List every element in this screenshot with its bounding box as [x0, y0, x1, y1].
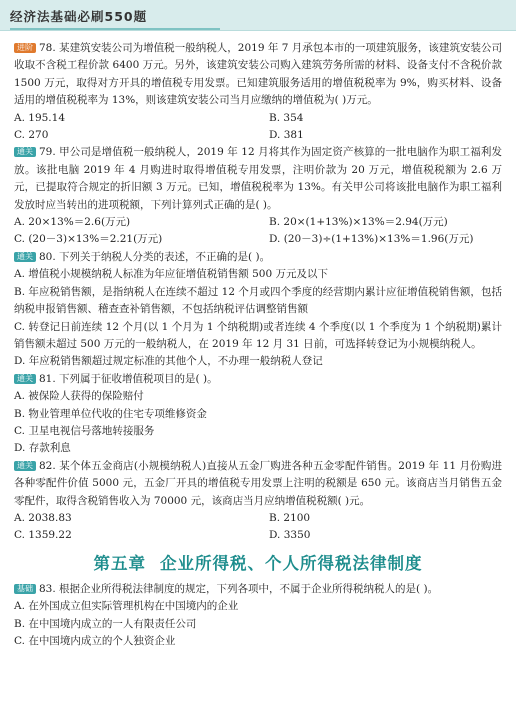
book-title: 经济法基础必刷550题 [10, 9, 148, 24]
options-grid [14, 110, 502, 145]
header-divider [0, 30, 516, 31]
option-c[interactable]: C. 1359.22 [14, 529, 72, 542]
option-a[interactable]: A. 20×13%＝2.6(万元) [14, 216, 131, 229]
option-c[interactable]: C. 卫星电视信号落地转接服务 [14, 424, 155, 437]
question-stem [14, 40, 502, 110]
option-a[interactable]: A. 增值税小规模纳税人标准为年应征增值税销售额 500 万元及以下 [14, 268, 328, 281]
difficulty-tag: 进阶 [14, 43, 36, 53]
option-a[interactable]: A. 195.14 [14, 111, 65, 124]
option-a[interactable]: A. 2038.83 [14, 511, 72, 524]
question-82 [14, 458, 502, 545]
option-b[interactable]: B. 年应税销售额，是指纳税人在连续不超过 12 个月或四个季度的经营期内累计应征增值税销售额，包括纳税申报销售额、稽查查补销售额，不包括纳税评估调整销售额 [14, 285, 502, 316]
question-stem [14, 371, 502, 388]
options-grid [14, 214, 502, 249]
option-a[interactable]: A. 在外国成立但实际管理机构在中国境内的企业 [14, 600, 239, 613]
difficulty-tag: 通关 [14, 461, 36, 471]
option-d[interactable]: D. 3350 [269, 529, 311, 542]
option-c[interactable]: C. 在中国境内成立的个人独资企业 [14, 635, 176, 647]
question-81 [14, 371, 502, 458]
question-80 [14, 249, 502, 371]
page-content [14, 40, 502, 650]
option-b[interactable]: B. 354 [269, 111, 304, 124]
question-text: 82. 某个体五金商店(小规模纳税人)直接从五金厂购进各种五金零配件销售。2019 年 11 月份购进各种零配件价值 5000 元，五金厂开具的增值税专用发票上注明的税额是 650 元。该商店当月销售五金零配件，取得含税销售收入为 70000 元，该商店当月应纳增值税税额( )元。 [14, 459, 502, 507]
difficulty-tag: 通关 [14, 252, 36, 262]
chapter-number: 第五章 [93, 553, 146, 573]
question-text: 79. 甲公司是增值税一般纳税人，2019 年 12 月将其作为固定资产核算的一批电脑作为职工福利发放。该批电脑 2019 年 4 月购进时取得增值税专用发票，注明价款为 20 万元，增值税税额为 2.6 万元，已提取符合规定的折旧额 3 万元。已知，增值税税率为 13%。有关甲公司将该批电脑作为职工福利发放时应当转出的进项税额，下列计算列式正确的是( )。 [14, 146, 502, 211]
question-text: 81. 下列属于征收增值税项目的是( )。 [39, 372, 218, 385]
option-b[interactable]: B. 物业管理单位代收的住宅专项维修资金 [14, 407, 207, 420]
difficulty-tag: 基础 [14, 584, 36, 594]
option-c[interactable]: C. (20－3)×13%＝2.21(万元) [14, 233, 163, 246]
question-79 [14, 144, 502, 248]
question-stem [14, 249, 502, 266]
question-text: 78. 某建筑安装公司为增值税一般纳税人，2019 年 7 月承包本市的一项建筑服务，该建筑安装公司收取不含税工程价款 6400 万元。另外，该建筑安装公司购入建筑劳务所需的材料、设备支付不含税价款 1500 万元，取得对方开具的增值税专用发票。已知建筑服务适用的增值税税率为 9%，购买材料、设备适用的增值税税率为 13%，则该建筑安装公司当月应缴纳的增值税为( )万元。 [14, 42, 502, 107]
question-stem [14, 144, 502, 214]
chapter-heading [14, 553, 502, 575]
option-a[interactable]: A. 被保险人获得的保险赔付 [14, 390, 144, 403]
option-b[interactable]: B. 20×(1+13%)×13%＝2.94(万元) [269, 216, 448, 229]
page-header [0, 0, 516, 30]
question-stem [14, 458, 502, 510]
option-d[interactable]: D. 381 [269, 129, 304, 142]
question-text: 80. 下列关于纳税人分类的表述，不正确的是( )。 [39, 250, 271, 263]
option-c[interactable]: C. 270 [14, 129, 49, 142]
question-78 [14, 40, 502, 144]
option-c[interactable]: C. 转登记日前连续 12 个月(以 1 个月为 1 个纳税期)或者连续 4 个季度(以 1 个季度为 1 个纳税期)累计销售额未超过 500 万元的一般纳税人，在 2019 年 12 月 31 日前，可选择转登记为小规模纳税人。 [14, 320, 502, 350]
question-stem [14, 581, 502, 598]
question-text: 83. 根据企业所得税法律制度的规定，下列各项中，不属于企业所得税纳税人的是( )。 [39, 582, 439, 595]
option-d[interactable]: D. (20－3)÷(1+13%)×13%＝1.96(万元) [269, 233, 474, 246]
option-d[interactable]: D. 存款利息 [14, 442, 71, 455]
options-grid [14, 510, 502, 545]
option-d[interactable]: D. 年应税销售额超过规定标准的其他个人，不办理一般纳税人登记 [14, 355, 323, 368]
option-b[interactable]: B. 在中国境内成立的一人有限责任公司 [14, 617, 197, 630]
difficulty-tag: 通关 [14, 147, 36, 157]
question-83 [14, 581, 502, 651]
chapter-title: 企业所得税、个人所得税法律制度 [160, 553, 423, 573]
option-b[interactable]: B. 2100 [269, 511, 311, 524]
difficulty-tag: 通关 [14, 374, 36, 384]
